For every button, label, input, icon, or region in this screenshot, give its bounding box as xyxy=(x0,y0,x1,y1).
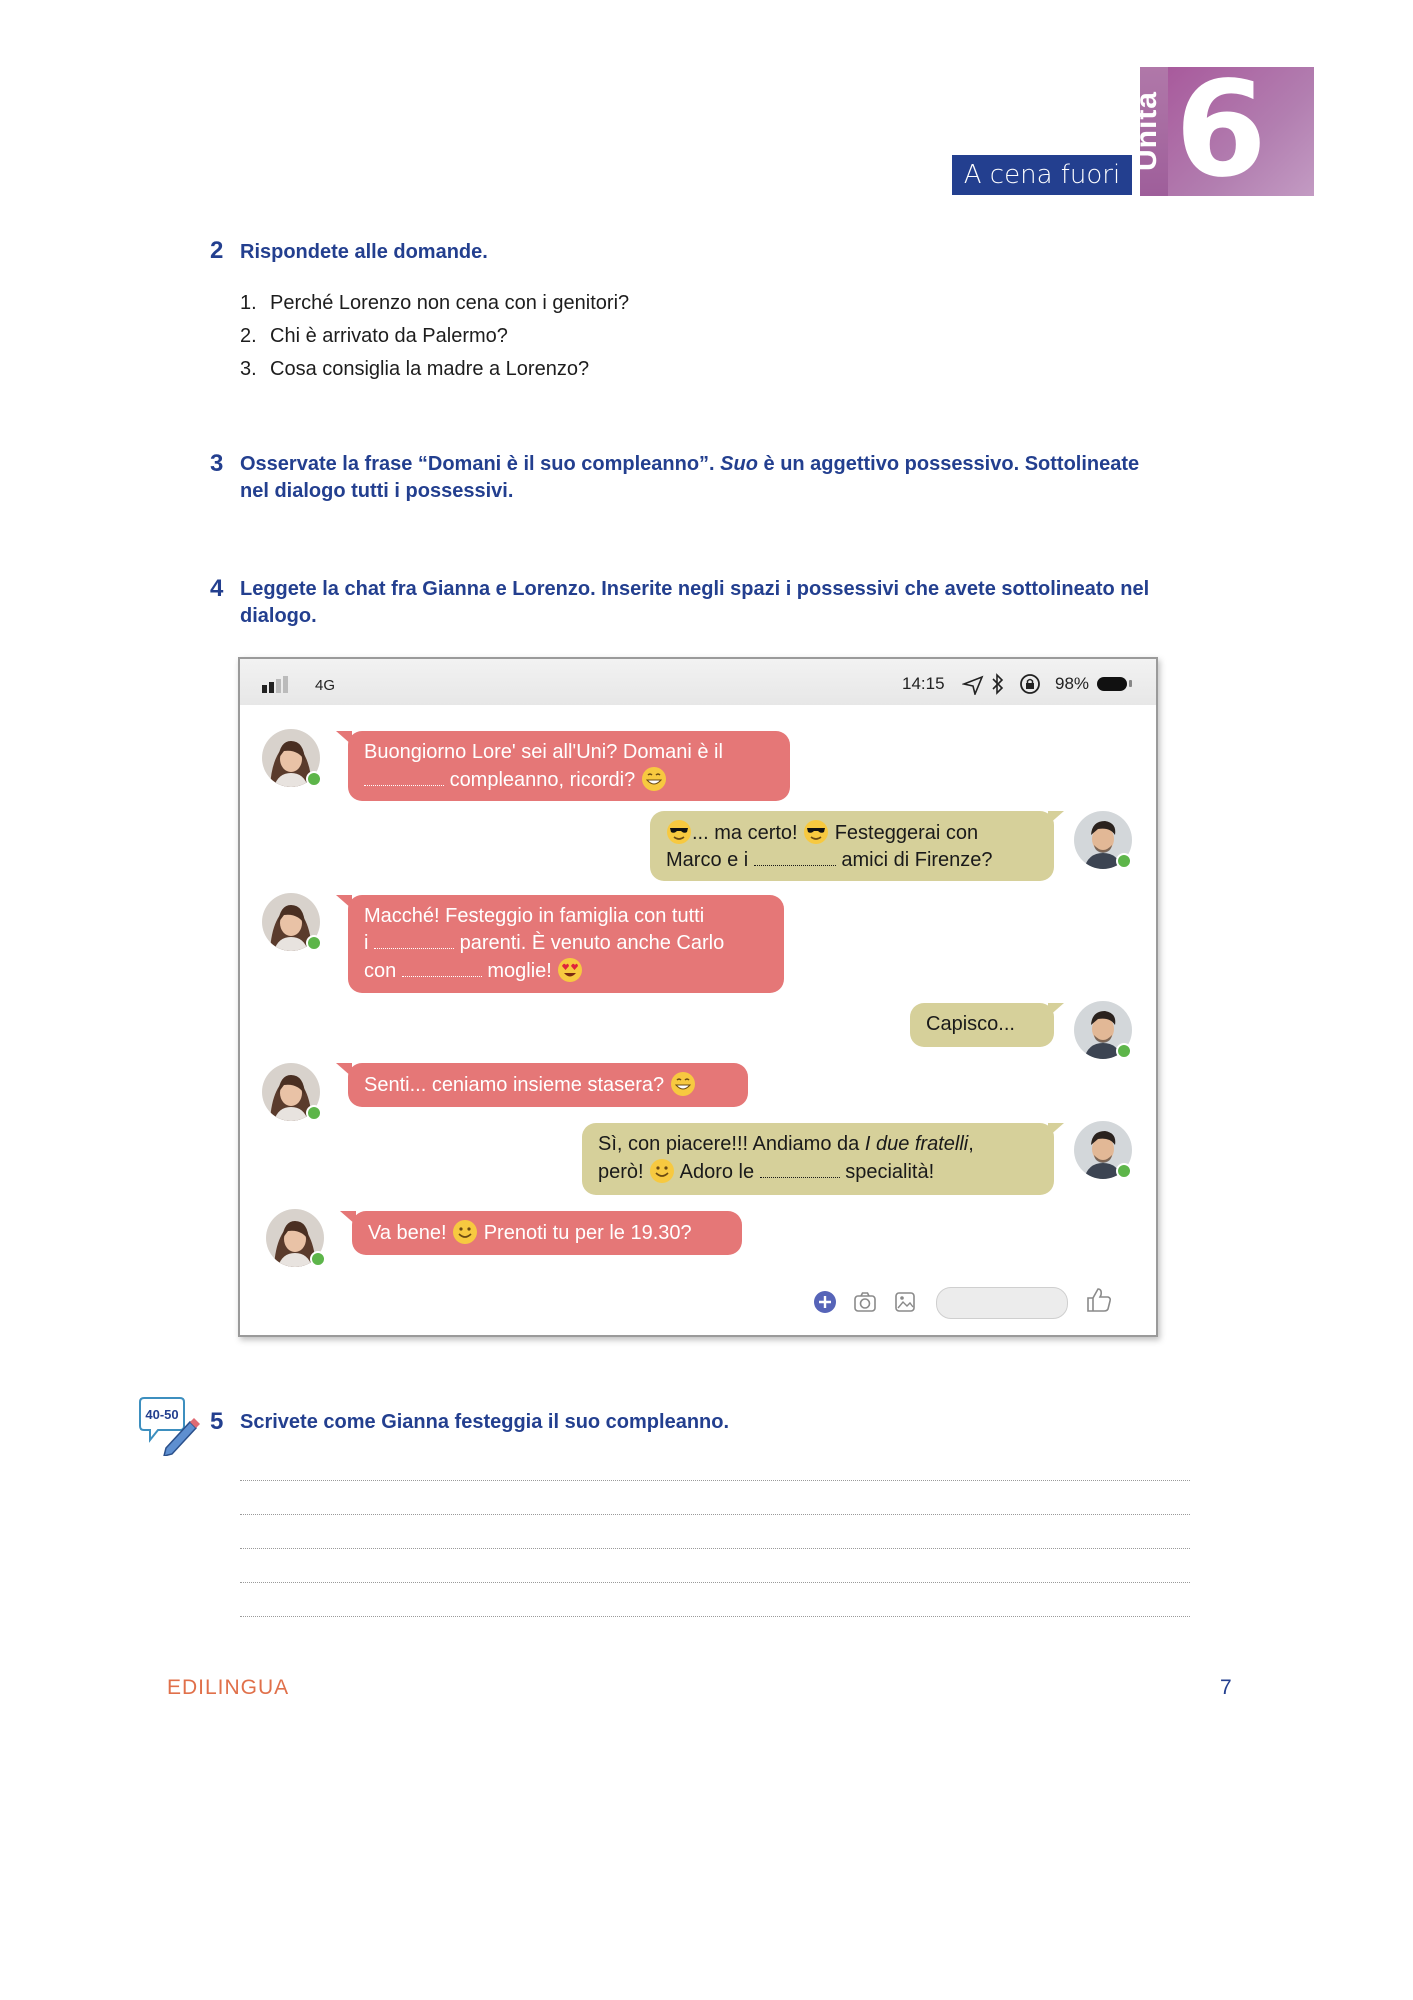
clock: 14:15 xyxy=(902,674,945,693)
battery-icon xyxy=(1097,677,1127,691)
image-icon[interactable] xyxy=(892,1289,918,1315)
writing-task-icon xyxy=(136,1396,202,1456)
exercise-2-questions xyxy=(240,287,629,386)
unit-label: Unità xyxy=(1130,91,1163,171)
signal-icon xyxy=(262,677,302,693)
status-bar xyxy=(240,659,1156,705)
writing-line[interactable] xyxy=(240,1616,1190,1617)
smile-emoji-icon xyxy=(649,1158,675,1184)
writing-line[interactable] xyxy=(240,1480,1190,1481)
writing-line[interactable] xyxy=(240,1514,1190,1515)
word-count-badge: 40-50 xyxy=(145,1407,179,1422)
camera-icon[interactable] xyxy=(852,1289,878,1315)
sunglasses-emoji-icon xyxy=(803,819,829,845)
exercise-2-instruction: Rispondete alle domande. xyxy=(240,241,488,263)
question-1: 1. Perché Lorenzo non cena con i genitori? xyxy=(240,292,630,314)
network-type: 4G xyxy=(315,677,336,694)
online-indicator xyxy=(1116,853,1132,869)
thumbs-up-icon[interactable] xyxy=(1084,1285,1114,1315)
chat-screenshot xyxy=(238,657,1158,1337)
battery-percent: 98% xyxy=(1055,674,1090,693)
battery-tip xyxy=(1129,680,1132,687)
message-gianna-4: Va bene! Prenoti tu per le 19.30? xyxy=(352,1211,742,1255)
online-indicator xyxy=(306,771,322,787)
exercise-4-number: 4 xyxy=(210,575,224,602)
online-indicator xyxy=(306,935,322,951)
exercise-5-number: 5 xyxy=(210,1408,224,1435)
smile-emoji-icon xyxy=(452,1219,478,1245)
writing-line[interactable] xyxy=(240,1582,1190,1583)
unit-title: A cena fuori xyxy=(952,155,1132,195)
sunglasses-emoji-icon xyxy=(666,819,692,845)
online-indicator xyxy=(310,1251,326,1267)
grin-emoji-icon xyxy=(641,766,667,792)
exercise-2-number: 2 xyxy=(210,237,224,264)
rotation-lock-icon xyxy=(1018,673,1042,695)
online-indicator xyxy=(1116,1043,1132,1059)
exercise-3-number: 3 xyxy=(210,450,224,477)
grin-emoji-icon xyxy=(670,1071,696,1097)
location-arrow-icon xyxy=(962,675,984,695)
message-lorenzo-1: ... ma certo! Festeggerai con Marco e i amici di Firenze? xyxy=(650,811,1054,881)
exercise-5-instruction: Scrivete come Gianna festeggia il suo compleanno. xyxy=(240,1411,730,1433)
heart-eyes-emoji-icon xyxy=(557,957,583,983)
question-3: 3. Cosa consiglia la madre a Lorenzo? xyxy=(240,358,590,380)
exercise-4-instruction: Leggete la chat fra Gianna e Lorenzo. Inserite negli spazi i possessivi che avete sottolineato nel dialogo. xyxy=(240,578,1150,627)
unit-number: 6 xyxy=(1175,53,1267,207)
exercise-3-instruction: Osservate la frase “Domani è il suo compleanno”. Suo è un aggettivo possessivo. Sottolineate nel dialogo tutti i possessivi. xyxy=(240,453,1140,502)
bluetooth-icon xyxy=(990,673,1006,695)
message-gianna-3: Senti... ceniamo insieme stasera? xyxy=(348,1063,748,1107)
page-number: 7 xyxy=(1220,1676,1232,1699)
message-lorenzo-2: Capisco... xyxy=(910,1003,1054,1047)
message-gianna-2: Macché! Festeggio in famiglia con tutti i parenti. È venuto anche Carlo con moglie! xyxy=(348,895,784,993)
message-gianna-1: Buongiorno Lore' sei all'Uni? Domani è il compleanno, ricordi? xyxy=(348,731,790,801)
online-indicator xyxy=(1116,1163,1132,1179)
publisher-logo: EDILINGUA xyxy=(167,1676,290,1699)
message-lorenzo-3: Sì, con piacere!!! Andiamo da I due fratelli, però! Adoro le specialità! xyxy=(582,1123,1054,1195)
add-icon[interactable] xyxy=(812,1289,838,1315)
question-2: 2. Chi è arrivato da Palermo? xyxy=(240,325,508,347)
writing-line[interactable] xyxy=(240,1548,1190,1549)
message-input[interactable] xyxy=(936,1287,1068,1319)
online-indicator xyxy=(306,1105,322,1121)
